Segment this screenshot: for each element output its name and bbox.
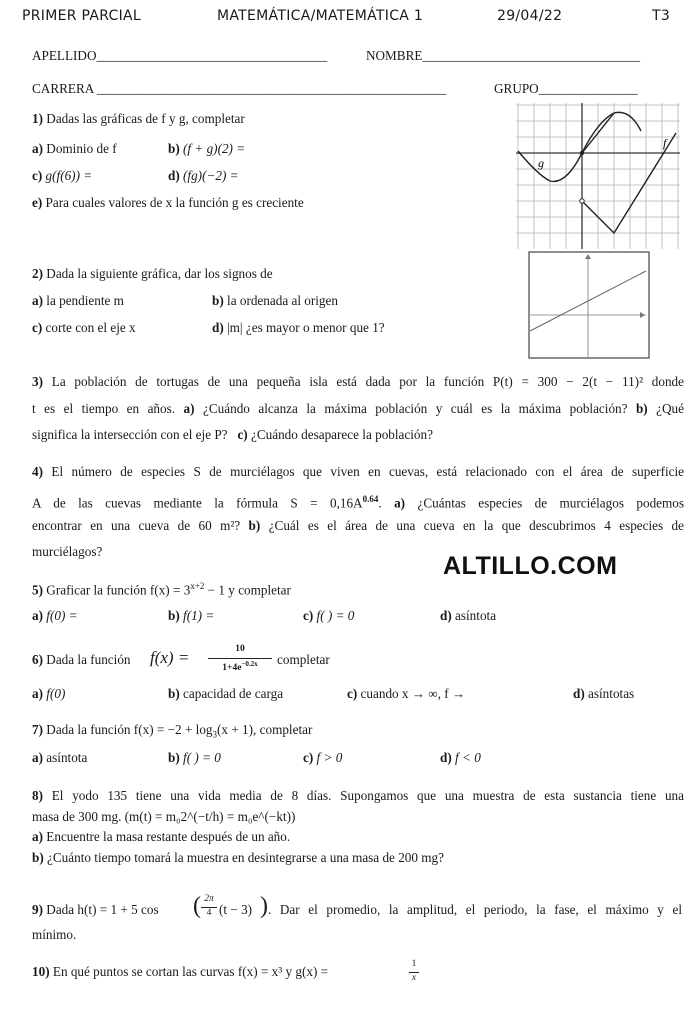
q4-text-3a: encontrar en una cueva de 60 m²? <box>32 518 241 533</box>
subject: MATEMÁTICA/MATEMÁTICA 1 <box>217 8 424 24</box>
q2-text: Dada la siguiente gráfica, dar los signos de <box>46 266 273 281</box>
q1-curve-g <box>518 112 641 181</box>
q9-formula: Dada h(t) = 1 + 5 cos <box>46 902 159 917</box>
q5-a-text: f(0) = <box>46 608 78 623</box>
q1-number: 1) <box>32 111 43 126</box>
q4-text-1: El número de especies S de murciélagos que viven en cuevas, está relacionado con el área de superficie <box>51 464 684 479</box>
q6-fraction-bar <box>208 658 272 659</box>
q5-item-b <box>168 608 214 624</box>
q8-line-1 <box>32 787 684 805</box>
exam-date: 29/04/22 <box>497 8 563 24</box>
q4-formula: A de las cuevas mediante la fórmula S = 0,16A <box>32 495 363 511</box>
q4-number: 4) <box>32 464 43 479</box>
q7-item-c <box>303 750 342 766</box>
q9-line-2: mínimo. <box>32 927 77 942</box>
q6-item-b <box>168 686 283 702</box>
q7-c-label: c) <box>303 750 314 765</box>
q1-text: Dadas las gráficas de f y g, completar <box>46 111 245 126</box>
q6-den-exponent: −0.2x <box>241 660 258 668</box>
exam-title: PRIMER PARCIAL <box>22 8 142 24</box>
q2-item-b <box>212 293 338 309</box>
q2-d-label: d) <box>212 320 224 335</box>
q5-d-text: asíntota <box>455 608 497 623</box>
q5-b-text: f(1) = <box>183 608 215 623</box>
q3-line-3 <box>32 427 433 443</box>
q3-b-text: ¿Qué <box>656 401 684 416</box>
q1-c-text: g(f(6)) = <box>45 168 93 183</box>
q5-c-label: c) <box>303 608 314 623</box>
q6-item-a <box>32 686 65 702</box>
q5-item-c <box>303 608 354 624</box>
q1-b-text: (f + g)(2) = <box>183 141 246 156</box>
q7-text: Dada la función f(x) = −2 + log <box>46 722 213 737</box>
q2-item-c <box>32 320 136 336</box>
q8-text-1: El yodo 135 tiene una vida media de 8 días. Supongamos que una muestra de esta sustancia tiene una <box>51 788 685 803</box>
q2-c-label: c) <box>32 320 43 335</box>
q8-item-b <box>32 850 444 866</box>
q7-d-label: d) <box>440 750 452 765</box>
q10-statement <box>32 964 328 980</box>
nombre-field: NOMBRE_________________________________ <box>366 48 641 63</box>
q2-line-graph <box>528 251 650 359</box>
q6-a-label: a) <box>32 686 43 701</box>
q10-number: 10) <box>32 964 50 979</box>
q7-a-label: a) <box>32 750 43 765</box>
q7-item-d <box>440 750 481 766</box>
q3-line-1 <box>32 373 684 391</box>
q5-statement <box>32 581 291 598</box>
q1-statement <box>32 111 245 127</box>
q9-frac-num: 2π <box>204 894 214 904</box>
q9-part-2: . Dar el promedio, la amplitud, el periodo, la fase, el máximo y el <box>268 902 682 917</box>
q4-b-label: b) <box>248 518 261 533</box>
q3-a-label: a) <box>183 401 195 416</box>
q3-text-3a: significa la intersección con el eje P? <box>32 427 228 442</box>
q3-b-label: b) <box>635 401 648 416</box>
q6-c-label: c) <box>347 686 358 701</box>
apellido-field: APELLIDO___________________________________ <box>32 48 328 63</box>
q5-text: Graficar la función f(x) = 3 <box>46 582 191 598</box>
q5-d-label: d) <box>440 608 452 623</box>
q1-label-f: f <box>663 136 667 150</box>
q1-c-label: c) <box>32 168 43 183</box>
q6-b-text: capacidad de carga <box>183 686 284 701</box>
q5-c-text: f( ) = 0 <box>316 608 355 623</box>
q6-item-d <box>573 686 634 702</box>
q8-number: 8) <box>32 788 43 803</box>
q4-line-3 <box>32 517 684 535</box>
exam-theme: T3 <box>652 8 671 24</box>
q1-function-graph <box>516 103 680 249</box>
q1-item-b <box>168 141 245 157</box>
q6-statement <box>32 652 131 668</box>
q6-den-base: 1+4e <box>222 663 242 674</box>
q8-a-label: a) <box>32 829 43 844</box>
q1-item-d <box>168 168 239 184</box>
q5-a-label: a) <box>32 608 43 623</box>
q2-c-text: corte con el eje x <box>45 320 136 335</box>
q6-c-text: cuando x → ∞, f → <box>360 686 466 701</box>
q2-d-text: |m| ¿es mayor o menor que 1? <box>227 320 385 335</box>
q7-b-label: b) <box>168 750 180 765</box>
q10-text: En qué puntos se cortan las curvas f(x) = x³ y g(x) = <box>52 964 329 979</box>
q3-text-2a: t es el tiempo en años. <box>32 401 176 416</box>
q9-paren-close: ) <box>260 893 268 919</box>
q6-item-c <box>347 686 465 702</box>
q4-a-text: ¿Cuántas especies de murciélagos podemos <box>417 495 685 511</box>
q1-d-label: d) <box>168 168 180 183</box>
q10-frac-num: 1 <box>411 959 417 969</box>
q5-b-label: b) <box>168 608 180 623</box>
q6-numerator: 10 <box>235 644 245 654</box>
q1-item-e <box>32 195 304 211</box>
q1-b-label: b) <box>168 141 180 156</box>
grupo-field: GRUPO_______________ <box>494 81 638 96</box>
q6-after: completar <box>277 652 330 667</box>
q5-item-d <box>440 608 496 624</box>
q2-number: 2) <box>32 266 43 281</box>
q1-a-text: Dominio de f <box>46 141 117 156</box>
q2-b-text: la ordenada al origen <box>227 293 338 308</box>
q4-line-2: A de las cuevas mediante la fórmula $S = 0,16A^{0.64}$. a) ¿Cuántas especies de murciélagos podemos <box>32 494 685 511</box>
q3-c-text: ¿Cuándo desaparece la población? <box>250 427 433 442</box>
q7-item-a <box>32 750 87 766</box>
q6-text: Dada la función <box>46 652 131 667</box>
q6-d-text: asíntotas <box>588 686 635 701</box>
q7-d-text: f < 0 <box>455 750 481 765</box>
q6-b-label: b) <box>168 686 180 701</box>
q2-statement <box>32 266 273 282</box>
q2-b-label: b) <box>212 293 224 308</box>
q1-a-label: a) <box>32 141 43 156</box>
q6-d-label: d) <box>573 686 585 701</box>
q2-a-label: a) <box>32 293 43 308</box>
q1-e-label: e) <box>32 195 43 210</box>
q7-log-base: 3 <box>212 729 218 740</box>
q2-item-a <box>32 293 124 309</box>
q7-c-text: f > 0 <box>316 750 343 765</box>
carrera-field: CARRERA _____________________________________________________ <box>32 81 447 96</box>
q6-fx: f(x) = <box>150 648 190 667</box>
q3-number: 3) <box>32 374 43 389</box>
q6-denominator <box>208 660 272 673</box>
q1-item-c <box>32 168 92 184</box>
q7-a-text: asíntota <box>46 750 88 765</box>
q4-line-4: murciélagos? <box>32 544 103 559</box>
q1-e-text: Para cuales valores de x la función g es creciente <box>45 195 304 210</box>
q6-number: 6) <box>32 652 43 667</box>
q8-item-a <box>32 829 290 845</box>
q7-statement <box>32 722 312 740</box>
q5-exponent: x+2 <box>190 581 205 591</box>
q9-number: 9) <box>32 902 43 917</box>
q6-a-text: f(0) <box>46 686 66 701</box>
q10-frac-den: x <box>411 973 417 983</box>
q4-exponent: 0.64 <box>362 494 379 504</box>
q3-c-label: c) <box>237 427 248 442</box>
q4-b-text: ¿Cuál es el área de una cueva en la que descubrimos 4 especies de <box>268 518 684 533</box>
q9-paren-open: ( <box>193 893 201 919</box>
q3-a-text: ¿Cuándo alcanza la máxima población y cuál es la máxima población? <box>203 401 628 416</box>
q1-item-a <box>32 141 117 157</box>
q5-text-2: − 1 y completar <box>204 582 291 598</box>
site-watermark: ALTILLO.COM <box>443 552 618 580</box>
q7-number: 7) <box>32 722 43 737</box>
q7-text-2: (x + 1), completar <box>217 722 313 737</box>
q2-a-text: la pendiente m <box>46 293 124 308</box>
q2-item-d <box>212 320 385 336</box>
q5-item-a <box>32 608 78 624</box>
q9-frac-den: 4 <box>206 908 212 918</box>
q4-line-1 <box>32 463 684 481</box>
q5-number: 5) <box>32 582 43 598</box>
q1-label-g: g <box>538 156 544 170</box>
q8-a-text: Encuentre la masa restante después de un año. <box>46 829 291 844</box>
q8-b-text: ¿Cuánto tiempo tomará la muestra en desintegrarse a una masa de 200 mg? <box>47 850 444 865</box>
q7-b-text: f( ) = 0 <box>183 750 221 765</box>
q1-d-text: (fg)(−2) = <box>183 168 239 183</box>
q9-part-1 <box>32 902 159 918</box>
q8-b-label: b) <box>32 850 44 865</box>
q3-text-1: La población de tortugas de una pequeña isla está dada por la función P(t) = 300 − 2(t − 11)² donde <box>51 374 685 389</box>
q4-a-label: a) <box>394 495 406 511</box>
q8-line-2: masa de 300 mg. (m(t) = m₀2^(−t/h) = m₀e^(−kt)) <box>32 809 296 824</box>
q7-item-b <box>168 750 221 766</box>
q9-arg: (t − 3) <box>219 902 253 917</box>
q3-line-2 <box>32 400 684 418</box>
